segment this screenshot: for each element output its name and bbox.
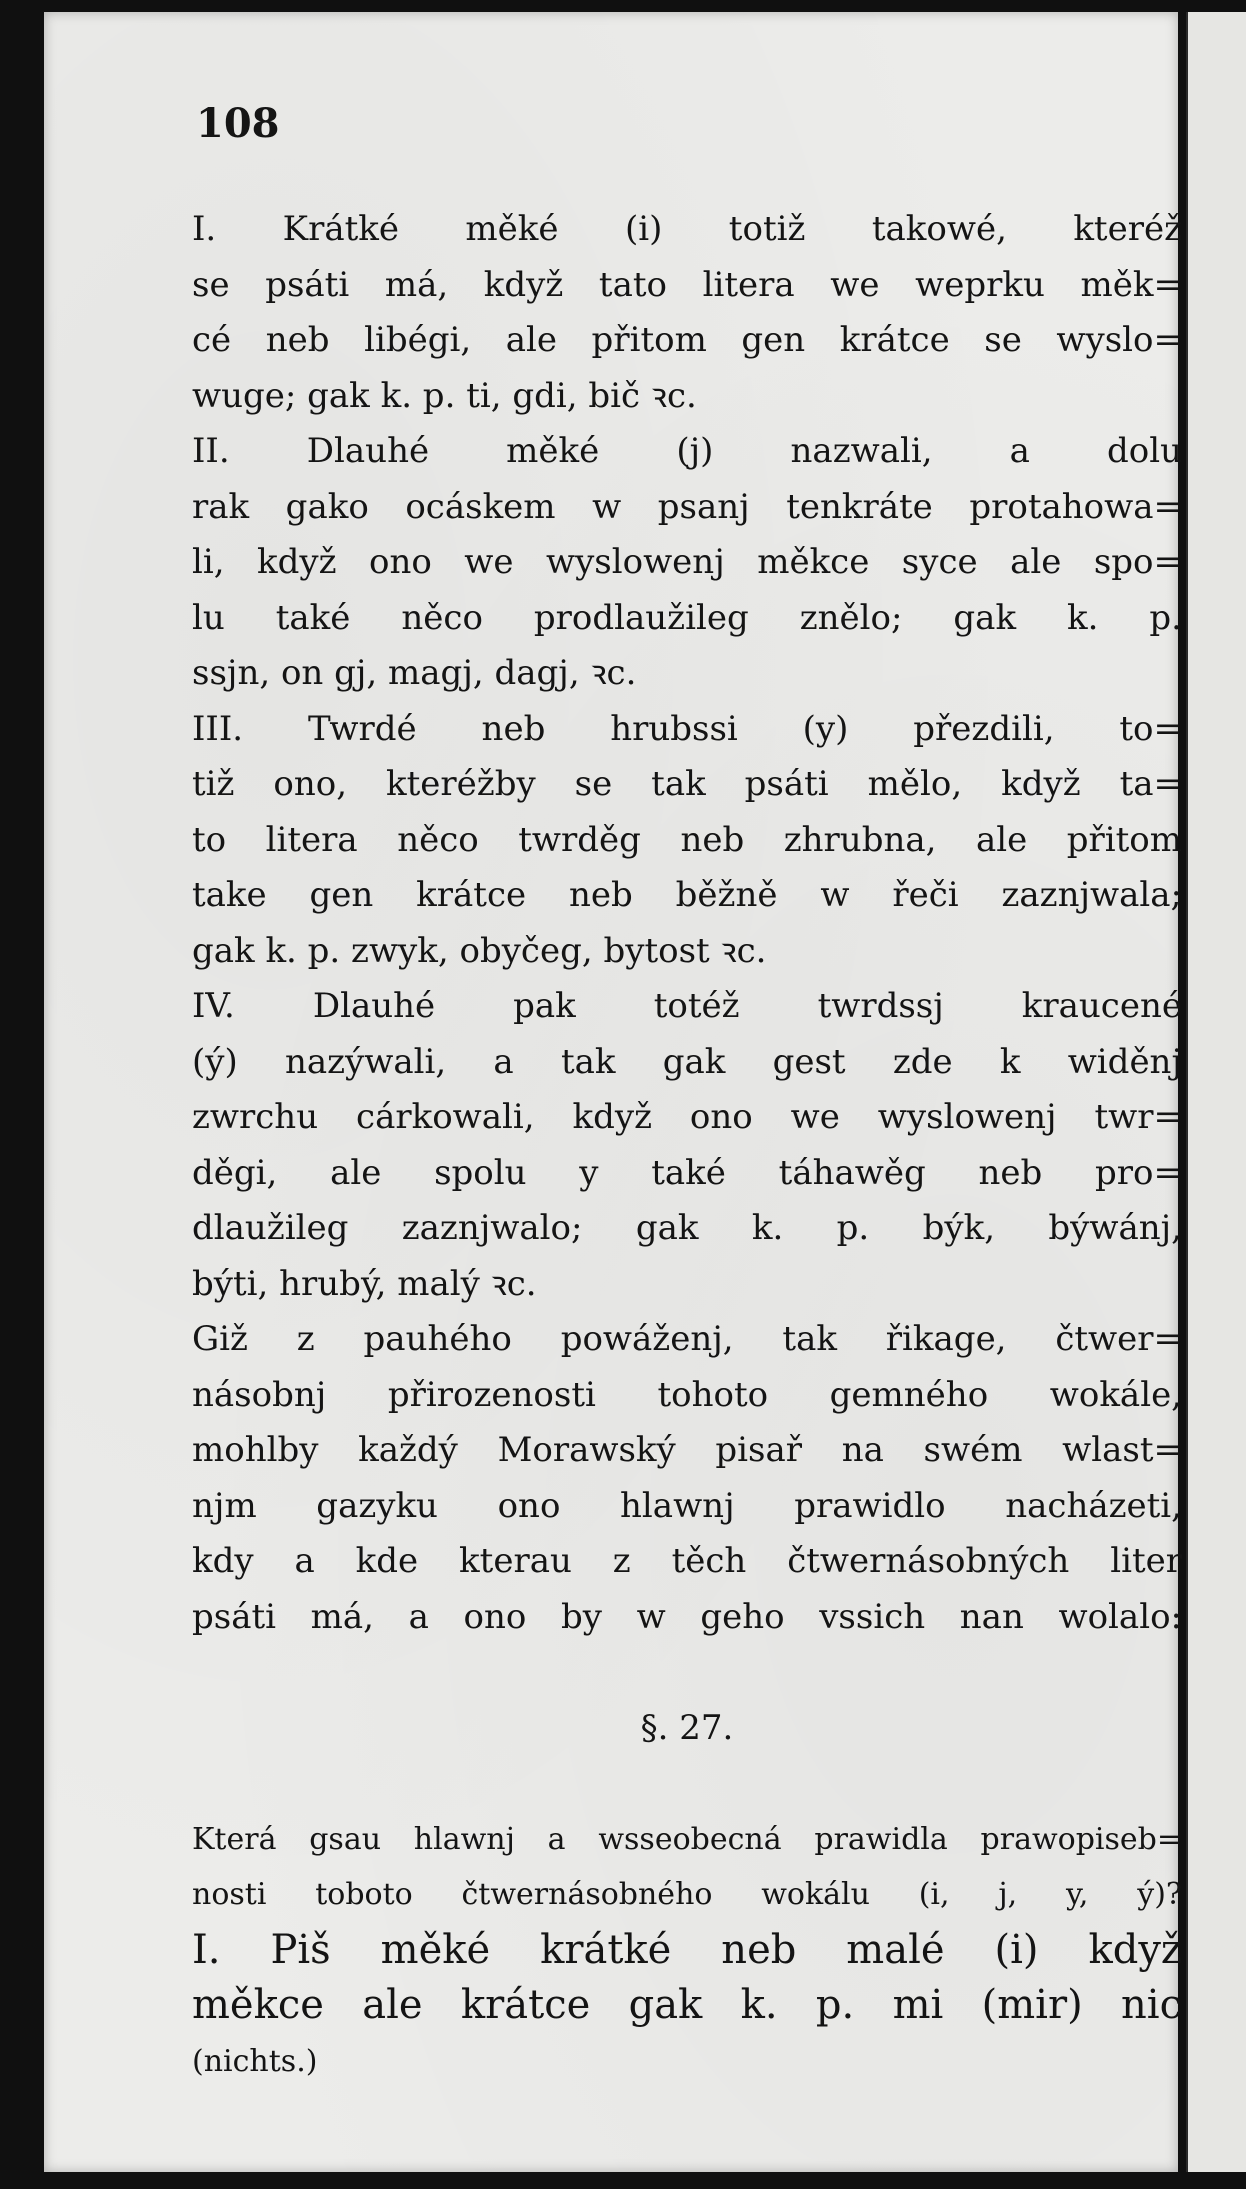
text-line: njm gazyku ono hlawnj prawidlo nacházeti, xyxy=(192,1485,1182,1526)
adjacent-page-edge xyxy=(1186,12,1246,2172)
section-heading: §. 27. xyxy=(640,1707,734,1748)
text-line: ssjn, on gj, magj, dagj, ꝛc. xyxy=(192,653,637,693)
text-line: psáti má, a ono by w geho vssich nan wolalo: xyxy=(192,1596,1182,1637)
text-line: (nichts.) xyxy=(192,2043,318,2079)
text-line: zwrchu cárkowali, když ono we wyslowenj twr= xyxy=(192,1097,1182,1137)
text-line: násobnj přirozenosti tohoto gemného wokále, xyxy=(192,1374,1182,1415)
text-line: I. Piš měké krátké neb malé (i) když xyxy=(192,1926,1182,1973)
text-line: gak k. p. zwyk, obyčeg, bytost ꝛc. xyxy=(192,930,767,971)
text-line: li, když ono we wyslowenj měkce syce ale spo= xyxy=(192,542,1182,582)
text-line: kdy a kde kterau z těch čtwernásobných liter xyxy=(192,1541,1182,1581)
text-line: býti, hrubý, malý ꝛc. xyxy=(192,1263,537,1304)
text-line: Giž z pauhého powáženj, tak řikage, čtwer= xyxy=(192,1319,1182,1359)
text-line: IV. Dlauhé pak totéž twrdssj kraucené xyxy=(192,986,1182,1026)
text-line: I. Krátké měké (i) totiž takowé, kteréž xyxy=(192,209,1182,249)
text-line: nosti toboto čtwernásobného wokálu (i, j, y, ý)? xyxy=(192,1877,1182,1912)
text-line: rak gako ocáskem w psanj tenkráte protahowa= xyxy=(192,486,1182,527)
text-line: cé neb libégi, ale přitom gen krátce se wyslo= xyxy=(192,320,1182,360)
text-line: II. Dlauhé měké (j) nazwali, a dolu xyxy=(192,431,1182,471)
text-line: děgi, ale spolu y také táhawěg neb pro= xyxy=(192,1152,1182,1193)
text-line: III. Twrdé neb hrubssi (y) přezdili, to= xyxy=(192,708,1182,749)
text-line: (ý) nazýwali, a tak gak gest zde k widěnj xyxy=(192,1041,1182,1082)
text-line: wuge; gak k. p. ti, gdi, bič ꝛc. xyxy=(192,375,697,416)
text-line: se psáti má, když tato litera we weprku měk= xyxy=(192,264,1182,305)
text-line: mohlby každý Morawský pisař na swém wlast= xyxy=(192,1430,1182,1470)
blank-line xyxy=(192,1756,1182,1812)
text-line: tiž ono, kteréžby se tak psáti mělo, když ta= xyxy=(192,764,1182,804)
text-block xyxy=(192,202,1182,2089)
blank-line xyxy=(192,1645,1182,1701)
text-line: to litera něco twrděg neb zhrubna, ale přitom xyxy=(192,819,1182,860)
book-page xyxy=(44,12,1182,2172)
text-line: dlaužileg zaznjwalo; gak k. p. býk, býwánj, xyxy=(192,1208,1182,1248)
page-number: 108 xyxy=(196,100,280,147)
text-line: měkce ale krátce gak k. p. mi (mir) nic xyxy=(192,1982,1182,2028)
text-line: take gen krátce neb běžně w řeči zaznjwala; xyxy=(192,875,1182,915)
text-line: Která gsau hlawnj a wsseobecná prawidla prawopiseb= xyxy=(192,1821,1182,1857)
text-line: lu také něco prodlaužileg znělo; gak k. p. xyxy=(192,597,1182,638)
